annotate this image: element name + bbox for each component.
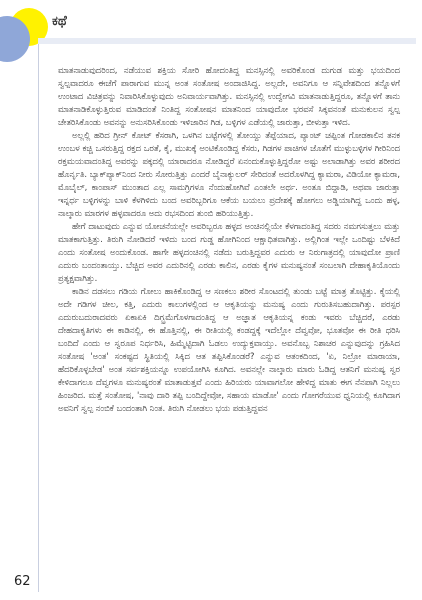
margin-rule [38,44,39,592]
paragraph-4: ಕಾಡಿನ ದಡಸಲು ಗಡಿಯ ಗೋಲು ಹಾಕಿಕೊಂಡಿದ್ದ ಆ ಸಣಕಲು ಶರೀರ ಸೊಂಟದಲ್ಲಿ ತುಂಡು ಬಟ್ಟೆ ಮಾತ್ರ ತೊಟ್ಟಿತ್ತು. ಕೈಯಲ್ಲಿ ಅದೇ ಗಡಿಗಳ ಚೀಲ, ಕತ್ತಿ, ಎದುರು ಕಾಲುಗಳಲ್ಲಿಂದ ಆ ಆಕೃತಿಯನ್ನು ಮನುಷ್ಯ ಎಂದು ಗುರುತಿಸಬಹುದಾಗಿತ್ತು. ಪರಸ್ಪರ ಎದುರುಬದುರಾದವರು ಏಕಾಏಕಿ ದಿಗ್ಭ್ರಮೆಗೊಳಗಾದಂತಿದ್ದ ಆ ಅಜ್ಞಾತ ಆಕೃತಿಯನ್ನ ಕಂಡು ಇವರು ಬೆಚ್ಚಿದರೆ, ಎರಡು ದೇಹದಾಕೃತಿಗಳು ಈ ಕಾಡಿನಲ್ಲಿ, ಈ ಹೊತ್ತಿನಲ್ಲಿ, ಈ ರೀತಿಯಲ್ಲಿ ಕಂಡದ್ದಕ್ಕೆ ಇದೆಲ್ಲೋ ದೆವ್ವವೋ, ಭೂತವೋ ಈ ರೀತಿ ಧರಿಸಿ ಬಂದಿದೆ ಎಂದು ಆ ಸ್ವರೂಪ ನಿರ್ಧರಿಸಿ, ಹಿಮ್ಮೆಟ್ಟಿದಾಗಿ ಓಡಲು ಉದ್ಯುಕ್ತವಾಯ್ತು. ಅವನೊಬ್ಬ ನಿಶಾಚರ ಎನ್ನುವುದನ್ನು ಗ್ರಹಿಸಿದ ಸಂತೋಷ 'ಅಂತ' ಸಂಕಷ್ಟದ ಸ್ಥಿತಿಯಲ್ಲಿ ಸಿಕ್ಕಿದ ಆತ ತಪ್ಪಿಸಿಕೊಂಡರೆ? ಎನ್ನುವ ಆತಂಕದಿಂದ, 'ಏ, ನಿಲ್ರೋ ಮಾರಾಯಾ, ಹೆದರಿಕೊಳ್ಳಬೇಡ' ಅಂತ ಸರ್ವಶಕ್ತಿಯನ್ನೂ ಉಪಯೋಗಿಸಿ ಕೂಗಿದ. ಅವನಲ್ಲೇ ನಾಲ್ಕಾರು ಮಾರು ಓಡಿದ್ದ ಆತನಿಗೆ ಮನುಷ್ಯ ಸ್ವರ ಕೇಳಿದಾಗಲೂ ದೆವ್ವಗಳೂ ಮನುಷ್ಯರಂತೆ ಮಾತಾಡುತ್ತವೆ ಎಂದು ಹಿರಿಯರು ಯಾವಾಗಲೋ ಹೇಳಿದ್ದ ಮಾತು ಈಗ ನೆನಪಾಗಿ ನಿಲ್ಲಲು ಹಿಂಜರಿದ. ಮತ್ತೆ ಸಂತೋಷ, 'ನಾವು ದಾರಿ ತಪ್ಪಿ ಬಂದಿದ್ದೇವೋ, ಸಹಾಯ ಮಾಡೋ' ಎಂದು ಗೋಗರೆಯುವ ಧ್ವನಿಯಲ್ಲಿ ಕೂಗಿದಾಗ ಅವನಿಗೆ ಸ್ವಲ್ಪ ನಂಬಿಕೆ ಬಂದಂತಾಗಿ ನಿಂತ. ತಿರುಗಿ ನೋಡಲು ಭಯ ಪಡುತ್ತಿದ್ದವನ [58,286,400,413]
header-rule [38,38,416,44]
section-title: ಕಥೆ [52,14,67,29]
story-body [58,64,400,415]
paragraph-2: ಅಲ್ಲಲ್ಲಿ ಹರಿದ ಗ್ರೀನ್ ಕೋಟ್ ಕೆಸರಾಗಿ, ಒಳಗಿನ ಬಟ್ಟೆಗಳಲ್ಲಿ ತೋಯ್ದು ತೆಪ್ಪೆಯಾದ, ಪ್ಯಾಂಟ್ ಚಪ್ಪಿಂತ ಗೋಡಕಾಲಿನ ತನಕ ಉಂಬಳ ಕಚ್ಚಿ ಒಸರುತ್ತಿದ್ದ ರಕ್ತದ ಒರತೆ, ಕೈ, ಮುಖಕ್ಕೆ ಅಂಟಿಕೊಂಡಿದ್ದ ಕೆಸರು, ಗಿಡಗಳ ಪಾಚಿಗಳ ಜೊತೆಗೆ ಮುಳ್ಳುಬಳ್ಳಿಗಳ ಗೀರಿನಿಂದ ರಕ್ತಮಯವಾದಂತಿದ್ದ ಅವರನ್ನು ಪಕ್ಕದಲ್ಲಿ ಯಾರಾದರೂ ನೋಡಿದ್ದರೆ ಏನಂದುಕೊಳ್ಳುತ್ತಿದ್ದರೋ ಅಷ್ಟು ಅಲಾಡಾಗಿತ್ತು ಅವರ ಶರೀರದ ಹೊರ್ನೃತಿ. ಬ್ಯಾಕ್‌ಪ್ಯಾಕ್‌ನಿಂದ ನೀರು ಸೋರುತ್ತಿತ್ತು ಎಂದರೆ ಬೈನಾಕ್ಯುಲರ್ ಸೇರಿದಂತೆ ಅದರೊಳಗಿದ್ದ ಕ್ಯಾಮರಾ, ವಿಡಿಯೋ ಕ್ಯಾಮರಾ, ಮೊಬೈಲ್, ಕಾಂಪಾಸ್ ಮುಂತಾದ ಎಲ್ಲ ಸಾಮಗ್ರಿಗಳೂ ನೆಂದುಹೋಗಿವೆ ಎಂತಲೇ ಅರ್ಥ. ಅಂತೂ ಬಿದ್ದಾಡಿ, ಅಥವಾ ಜಾರುತ್ತಾ ಇನ್ನರ್ಧ ಬಳ್ಳಿಗಳನ್ನು ಬಾಳಿ ಕೆಳಗಿಳಿದು ಬಂದ ಅವರಿಬ್ಬರಿಗೂ ಆಕೆಯ ಬಯಲು ಪ್ರದೇಶಕ್ಕೆ ಹೋಗಲು ಅಡ್ಡಿಯಾಗಿದ್ದ ಒಂದು ಹಳ್ಳ, ನಾಲ್ಕಾರು ಮಾರಗಳ ಹಳ್ಳವಾದರೂ ಅದು ರಭಸದಿಂದ ತುಂಬಿ ಹರಿಯುತ್ತಿತ್ತು. [58,130,400,218]
paragraph-3: ಹೇಗೆ ದಾಟುವುದು ಎನ್ನುವ ಯೋಚನೆಯಲ್ಲೇ ಅವರಿಬ್ಬರೂ ಹಳ್ಳದ ಅಂಚಿನಲ್ಲಿಯೇ ಕೆಳಗಾದಂತಿದ್ದ ಸದರು ನಮಗಸುತ್ತಲು ಮತ್ತು ಮಾತಕಾಗುತ್ತಿತ್ತು. ತಿರುಗಿ ನೋಡಿದರೆ ಇಳಿದು ಬಂದ ಗುಡ್ಡ ಹೋಗಿನಿಂದ ಆಕ್ಷಾಧಿತವಾಗಿತ್ತು. ಅಲ್ಲಿಗಿಂತ ಇಲ್ಲೇ ಒಂದಿಷ್ಟು ಬೆಳಕಿದೆ ಎಂದು ಸಂತೋಷ ಅಂದುಕೊಂಡ. ಹಾಗೇ ಹಳ್ಳದಂಚಿನಲ್ಲಿ ನಡೆದು ಬರುತ್ತಿದ್ದವರ ಎದುರು ಆ ನಿರುಗಾತ್ರದಲ್ಲಿ ಯಾವುದೋ ಪ್ರಾಣಿ ಎದುರು ಬಂದಂತಾಯ್ತು. ಬೆಚ್ಚಿದ ಅವರ ಎದುರಿನಲ್ಲಿ ಎರಡು ಕಾಲಿನ, ಎರಡು ಕೈಗಳ ಮನುಷ್ಯನಂತೆ ಸಂಬಲಾಗಿ ದೇಹಾಕೃತಿಯೊಂದು ಪ್ರತ್ಯಕ್ಷವಾಗಿತ್ತು. [58,221,400,283]
paragraph-1: ಮಾತನಾಡುವುದರಿಂದ, ನಡೆಯುವ ಶಕ್ತಿಯ ಸೋರಿ ಹೋದಂತಿದ್ದ ಮನಸ್ಸಿನಲ್ಲಿ ಅವರಿಕೊಂಡ ದುಗುಡ ಮತ್ತು ಭಯದಿಂದ ಸ್ವಲ್ಪವಾದರೂ ಈಚೆಗೆ ಪಾರಾಗುವ ಮುನ್ನ ಅಂತ ಸಂತೋಷ ಅಂದಾಜಿಸಿದ್ದ. ಅಲ್ಲದೇ, ಅವನಿಗೂ ಆ ಸನ್ನಿವೇಶದಿಂದ ತನ್ನೊಳಗೆ ಉಂಟಾದ ವಿಚಿತ್ರವನ್ನು ನಿವಾರಿಸಿಕೊಳ್ಳುವುದು ಅನಿವಾರ್ಯವಾಗಿತ್ತು. ಮನಸ್ಸಿನಲ್ಲಿ ಉದ್ವೇಗವಿ ಮಾತನಾಡುತ್ತಿದ್ದರೂ, ತನ್ನೊಳಗೆ ತಾನು ಮಾತನಾಡಿಕೊಳ್ಳುತ್ತಿರುವ ಮಾಡಿದಂತೆ ನಿಂತಿದ್ದ ಸಂತೋಷನ ಮಾತನಿಂದ ಯಾವುದೋ ಭರವಸೆ ಸಿಕ್ಕವನಂತೆ ಮನುಕುಲನ ಸ್ವಲ್ಪ ಚೇತರಿಸಿಕೊಂಡು ಅವನನ್ನು ಅನುಸರಿಸಿಕೊಂಡು ಇಳಿಜಾರಿನ ಗಿಡ, ಬಳ್ಳಿಗಳ ಎಡೆಯಲ್ಲಿ ಜಾರುತ್ತಾ, ಬೀಳುತ್ತಾ ಇಳಿದ. [58,65,400,127]
page-number: 62 [14,574,31,589]
